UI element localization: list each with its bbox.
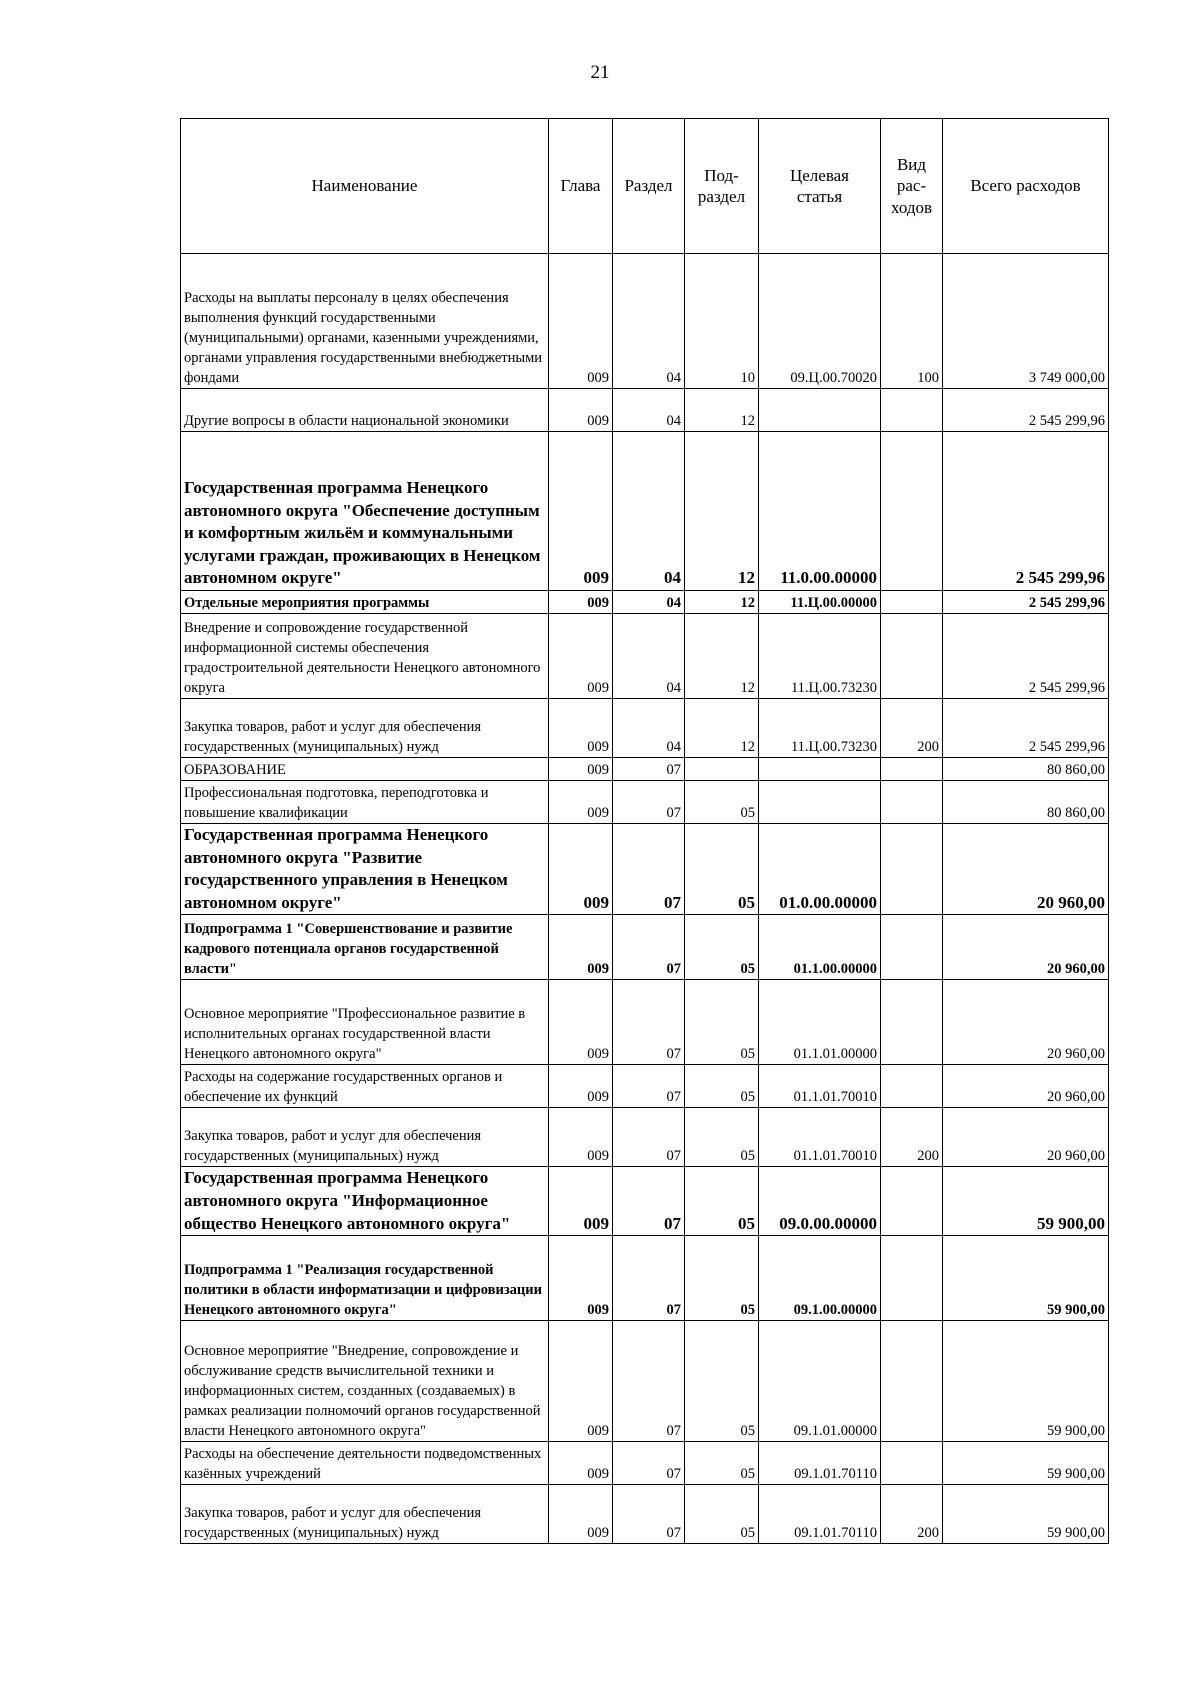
cell-type bbox=[881, 1065, 943, 1108]
table-row bbox=[181, 614, 1109, 699]
cell-name: Профессиональная подготовка, переподготовка и повышение квалификации bbox=[181, 781, 549, 824]
table-row bbox=[181, 915, 1109, 980]
cell-chapter: 009 bbox=[549, 1442, 613, 1485]
cell-type bbox=[881, 591, 943, 614]
cell-target: 11.Ц.00.73230 bbox=[759, 699, 881, 758]
cell-section: 07 bbox=[613, 1442, 685, 1485]
cell-type bbox=[881, 1167, 943, 1236]
header-chapter: Глава bbox=[549, 119, 613, 254]
cell-chapter: 009 bbox=[549, 1065, 613, 1108]
table-row bbox=[181, 254, 1109, 389]
header-subsection: Под- раздел bbox=[685, 119, 759, 254]
table-row bbox=[181, 980, 1109, 1065]
cell-section: 07 bbox=[613, 781, 685, 824]
table-row bbox=[181, 1065, 1109, 1108]
cell-subsection: 12 bbox=[685, 432, 759, 591]
cell-target bbox=[759, 781, 881, 824]
cell-total: 2 545 299,96 bbox=[943, 591, 1109, 614]
cell-total: 80 860,00 bbox=[943, 758, 1109, 781]
cell-total: 2 545 299,96 bbox=[943, 699, 1109, 758]
cell-chapter: 009 bbox=[549, 915, 613, 980]
cell-name: Государственная программа Ненецкого автономного округа "Развитие государственного управления в Ненецком автономном округе" bbox=[181, 824, 549, 915]
cell-subsection: 05 bbox=[685, 824, 759, 915]
table-row bbox=[181, 824, 1109, 915]
cell-chapter: 009 bbox=[549, 1485, 613, 1544]
cell-chapter: 009 bbox=[549, 614, 613, 699]
cell-chapter: 009 bbox=[549, 389, 613, 432]
cell-section: 07 bbox=[613, 1236, 685, 1321]
cell-subsection: 05 bbox=[685, 781, 759, 824]
cell-name: Закупка товаров, работ и услуг для обеспечения государственных (муниципальных) нужд bbox=[181, 699, 549, 758]
cell-section: 07 bbox=[613, 1321, 685, 1442]
cell-target: 09.0.00.00000 bbox=[759, 1167, 881, 1236]
cell-subsection: 12 bbox=[685, 614, 759, 699]
table-row bbox=[181, 389, 1109, 432]
cell-subsection: 05 bbox=[685, 1442, 759, 1485]
cell-name: Государственная программа Ненецкого автономного округа "Информационное общество Ненецкого автономного округа" bbox=[181, 1167, 549, 1236]
table-row bbox=[181, 758, 1109, 781]
cell-chapter: 009 bbox=[549, 254, 613, 389]
cell-type: 200 bbox=[881, 699, 943, 758]
cell-name: Государственная программа Ненецкого автономного округа "Обеспечение доступным и комфортным жильём и коммунальными услугами граждан, проживающих в Ненецком автономном округе" bbox=[181, 432, 549, 591]
cell-total: 20 960,00 bbox=[943, 980, 1109, 1065]
cell-target: 09.Ц.00.70020 bbox=[759, 254, 881, 389]
cell-chapter: 009 bbox=[549, 432, 613, 591]
header-name: Наименование bbox=[181, 119, 549, 254]
cell-type bbox=[881, 915, 943, 980]
cell-total: 2 545 299,96 bbox=[943, 389, 1109, 432]
header-total: Всего расходов bbox=[943, 119, 1109, 254]
cell-chapter: 009 bbox=[549, 1236, 613, 1321]
cell-type bbox=[881, 1236, 943, 1321]
table-row bbox=[181, 432, 1109, 591]
cell-type: 100 bbox=[881, 254, 943, 389]
cell-target: 11.Ц.00.73230 bbox=[759, 614, 881, 699]
cell-target: 09.1.01.70110 bbox=[759, 1485, 881, 1544]
cell-type bbox=[881, 1321, 943, 1442]
cell-section: 04 bbox=[613, 254, 685, 389]
cell-name: Закупка товаров, работ и услуг для обеспечения государственных (муниципальных) нужд bbox=[181, 1108, 549, 1167]
cell-total: 20 960,00 bbox=[943, 915, 1109, 980]
cell-type bbox=[881, 824, 943, 915]
cell-total: 59 900,00 bbox=[943, 1485, 1109, 1544]
cell-subsection: 12 bbox=[685, 699, 759, 758]
cell-name: Основное мероприятие "Внедрение, сопровождение и обслуживание средств вычислительной техники и информационных систем, созданных (создаваемых) в рамках реализации полномочий органов государственной власти Ненецкого автономного округа" bbox=[181, 1321, 549, 1442]
cell-target: 11.0.00.00000 bbox=[759, 432, 881, 591]
cell-type bbox=[881, 980, 943, 1065]
table-row bbox=[181, 1167, 1109, 1236]
cell-chapter: 009 bbox=[549, 980, 613, 1065]
table-row bbox=[181, 1236, 1109, 1321]
cell-subsection: 05 bbox=[685, 1108, 759, 1167]
cell-section: 07 bbox=[613, 1167, 685, 1236]
cell-type bbox=[881, 781, 943, 824]
table-row bbox=[181, 699, 1109, 758]
page-number: 21 bbox=[590, 62, 610, 83]
cell-total: 80 860,00 bbox=[943, 781, 1109, 824]
cell-chapter: 009 bbox=[549, 1167, 613, 1236]
cell-subsection: 12 bbox=[685, 389, 759, 432]
cell-chapter: 009 bbox=[549, 1108, 613, 1167]
cell-total: 2 545 299,96 bbox=[943, 432, 1109, 591]
cell-subsection: 05 bbox=[685, 1321, 759, 1442]
cell-subsection: 12 bbox=[685, 591, 759, 614]
cell-target: 01.1.01.70010 bbox=[759, 1108, 881, 1167]
table-row bbox=[181, 591, 1109, 614]
cell-type bbox=[881, 758, 943, 781]
cell-total: 59 900,00 bbox=[943, 1442, 1109, 1485]
cell-chapter: 009 bbox=[549, 758, 613, 781]
cell-target: 01.1.01.70010 bbox=[759, 1065, 881, 1108]
cell-section: 04 bbox=[613, 389, 685, 432]
cell-type bbox=[881, 614, 943, 699]
cell-name: Отдельные мероприятия программы bbox=[181, 591, 549, 614]
cell-name: Закупка товаров, работ и услуг для обеспечения государственных (муниципальных) нужд bbox=[181, 1485, 549, 1544]
cell-section: 04 bbox=[613, 591, 685, 614]
cell-target: 09.1.01.70110 bbox=[759, 1442, 881, 1485]
header-row bbox=[181, 119, 1109, 254]
cell-section: 07 bbox=[613, 980, 685, 1065]
cell-target: 01.1.01.00000 bbox=[759, 980, 881, 1065]
cell-section: 07 bbox=[613, 824, 685, 915]
header-section: Раздел bbox=[613, 119, 685, 254]
cell-subsection: 05 bbox=[685, 980, 759, 1065]
cell-target bbox=[759, 758, 881, 781]
cell-subsection bbox=[685, 758, 759, 781]
cell-chapter: 009 bbox=[549, 1321, 613, 1442]
cell-name: Другие вопросы в области национальной экономики bbox=[181, 389, 549, 432]
cell-target: 01.0.00.00000 bbox=[759, 824, 881, 915]
cell-chapter: 009 bbox=[549, 699, 613, 758]
table-row bbox=[181, 1485, 1109, 1544]
cell-section: 07 bbox=[613, 1108, 685, 1167]
cell-target: 09.1.00.00000 bbox=[759, 1236, 881, 1321]
table-row bbox=[181, 1321, 1109, 1442]
cell-subsection: 05 bbox=[685, 915, 759, 980]
cell-name: Расходы на содержание государственных органов и обеспечение их функций bbox=[181, 1065, 549, 1108]
cell-total: 59 900,00 bbox=[943, 1167, 1109, 1236]
expenditure-table bbox=[180, 118, 1109, 1544]
cell-name: Расходы на обеспечение деятельности подведомственных казённых учреждений bbox=[181, 1442, 549, 1485]
cell-name: Подпрограмма 1 "Совершенствование и развитие кадрового потенциала органов государственной власти" bbox=[181, 915, 549, 980]
cell-subsection: 05 bbox=[685, 1485, 759, 1544]
cell-chapter: 009 bbox=[549, 824, 613, 915]
cell-chapter: 009 bbox=[549, 781, 613, 824]
cell-section: 04 bbox=[613, 614, 685, 699]
cell-section: 07 bbox=[613, 758, 685, 781]
header-type: Вид рас- ходов bbox=[881, 119, 943, 254]
cell-name: Расходы на выплаты персоналу в целях обеспечения выполнения функций государственными (муниципальными) органами, казенными учреждениями, органами управления государственными внебюджетными фондами bbox=[181, 254, 549, 389]
cell-total: 20 960,00 bbox=[943, 1108, 1109, 1167]
cell-type: 200 bbox=[881, 1108, 943, 1167]
cell-target: 09.1.01.00000 bbox=[759, 1321, 881, 1442]
cell-type: 200 bbox=[881, 1485, 943, 1544]
cell-type bbox=[881, 1442, 943, 1485]
cell-total: 3 749 000,00 bbox=[943, 254, 1109, 389]
cell-subsection: 05 bbox=[685, 1065, 759, 1108]
cell-target: 11.Ц.00.00000 bbox=[759, 591, 881, 614]
cell-subsection: 05 bbox=[685, 1236, 759, 1321]
table-row bbox=[181, 781, 1109, 824]
cell-section: 04 bbox=[613, 699, 685, 758]
cell-subsection: 10 bbox=[685, 254, 759, 389]
cell-name: ОБРАЗОВАНИЕ bbox=[181, 758, 549, 781]
cell-chapter: 009 bbox=[549, 591, 613, 614]
cell-section: 07 bbox=[613, 1485, 685, 1544]
cell-section: 04 bbox=[613, 432, 685, 591]
cell-subsection: 05 bbox=[685, 1167, 759, 1236]
cell-section: 07 bbox=[613, 915, 685, 980]
cell-total: 20 960,00 bbox=[943, 1065, 1109, 1108]
cell-total: 2 545 299,96 bbox=[943, 614, 1109, 699]
cell-name: Основное мероприятие "Профессиональное развитие в исполнительных органах государственной власти Ненецкого автономного округа" bbox=[181, 980, 549, 1065]
cell-type bbox=[881, 432, 943, 591]
header-target: Целевая статья bbox=[759, 119, 881, 254]
table-row bbox=[181, 1108, 1109, 1167]
cell-total: 59 900,00 bbox=[943, 1236, 1109, 1321]
cell-total: 59 900,00 bbox=[943, 1321, 1109, 1442]
cell-target: 01.1.00.00000 bbox=[759, 915, 881, 980]
table-row bbox=[181, 1442, 1109, 1485]
cell-total: 20 960,00 bbox=[943, 824, 1109, 915]
cell-type bbox=[881, 389, 943, 432]
cell-section: 07 bbox=[613, 1065, 685, 1108]
cell-name: Подпрограмма 1 "Реализация государственной политики в области информатизации и цифровизации Ненецкого автономного округа" bbox=[181, 1236, 549, 1321]
cell-target bbox=[759, 389, 881, 432]
cell-name: Внедрение и сопровождение государственной информационной системы обеспечения градостроительной деятельности Ненецкого автономного округа bbox=[181, 614, 549, 699]
